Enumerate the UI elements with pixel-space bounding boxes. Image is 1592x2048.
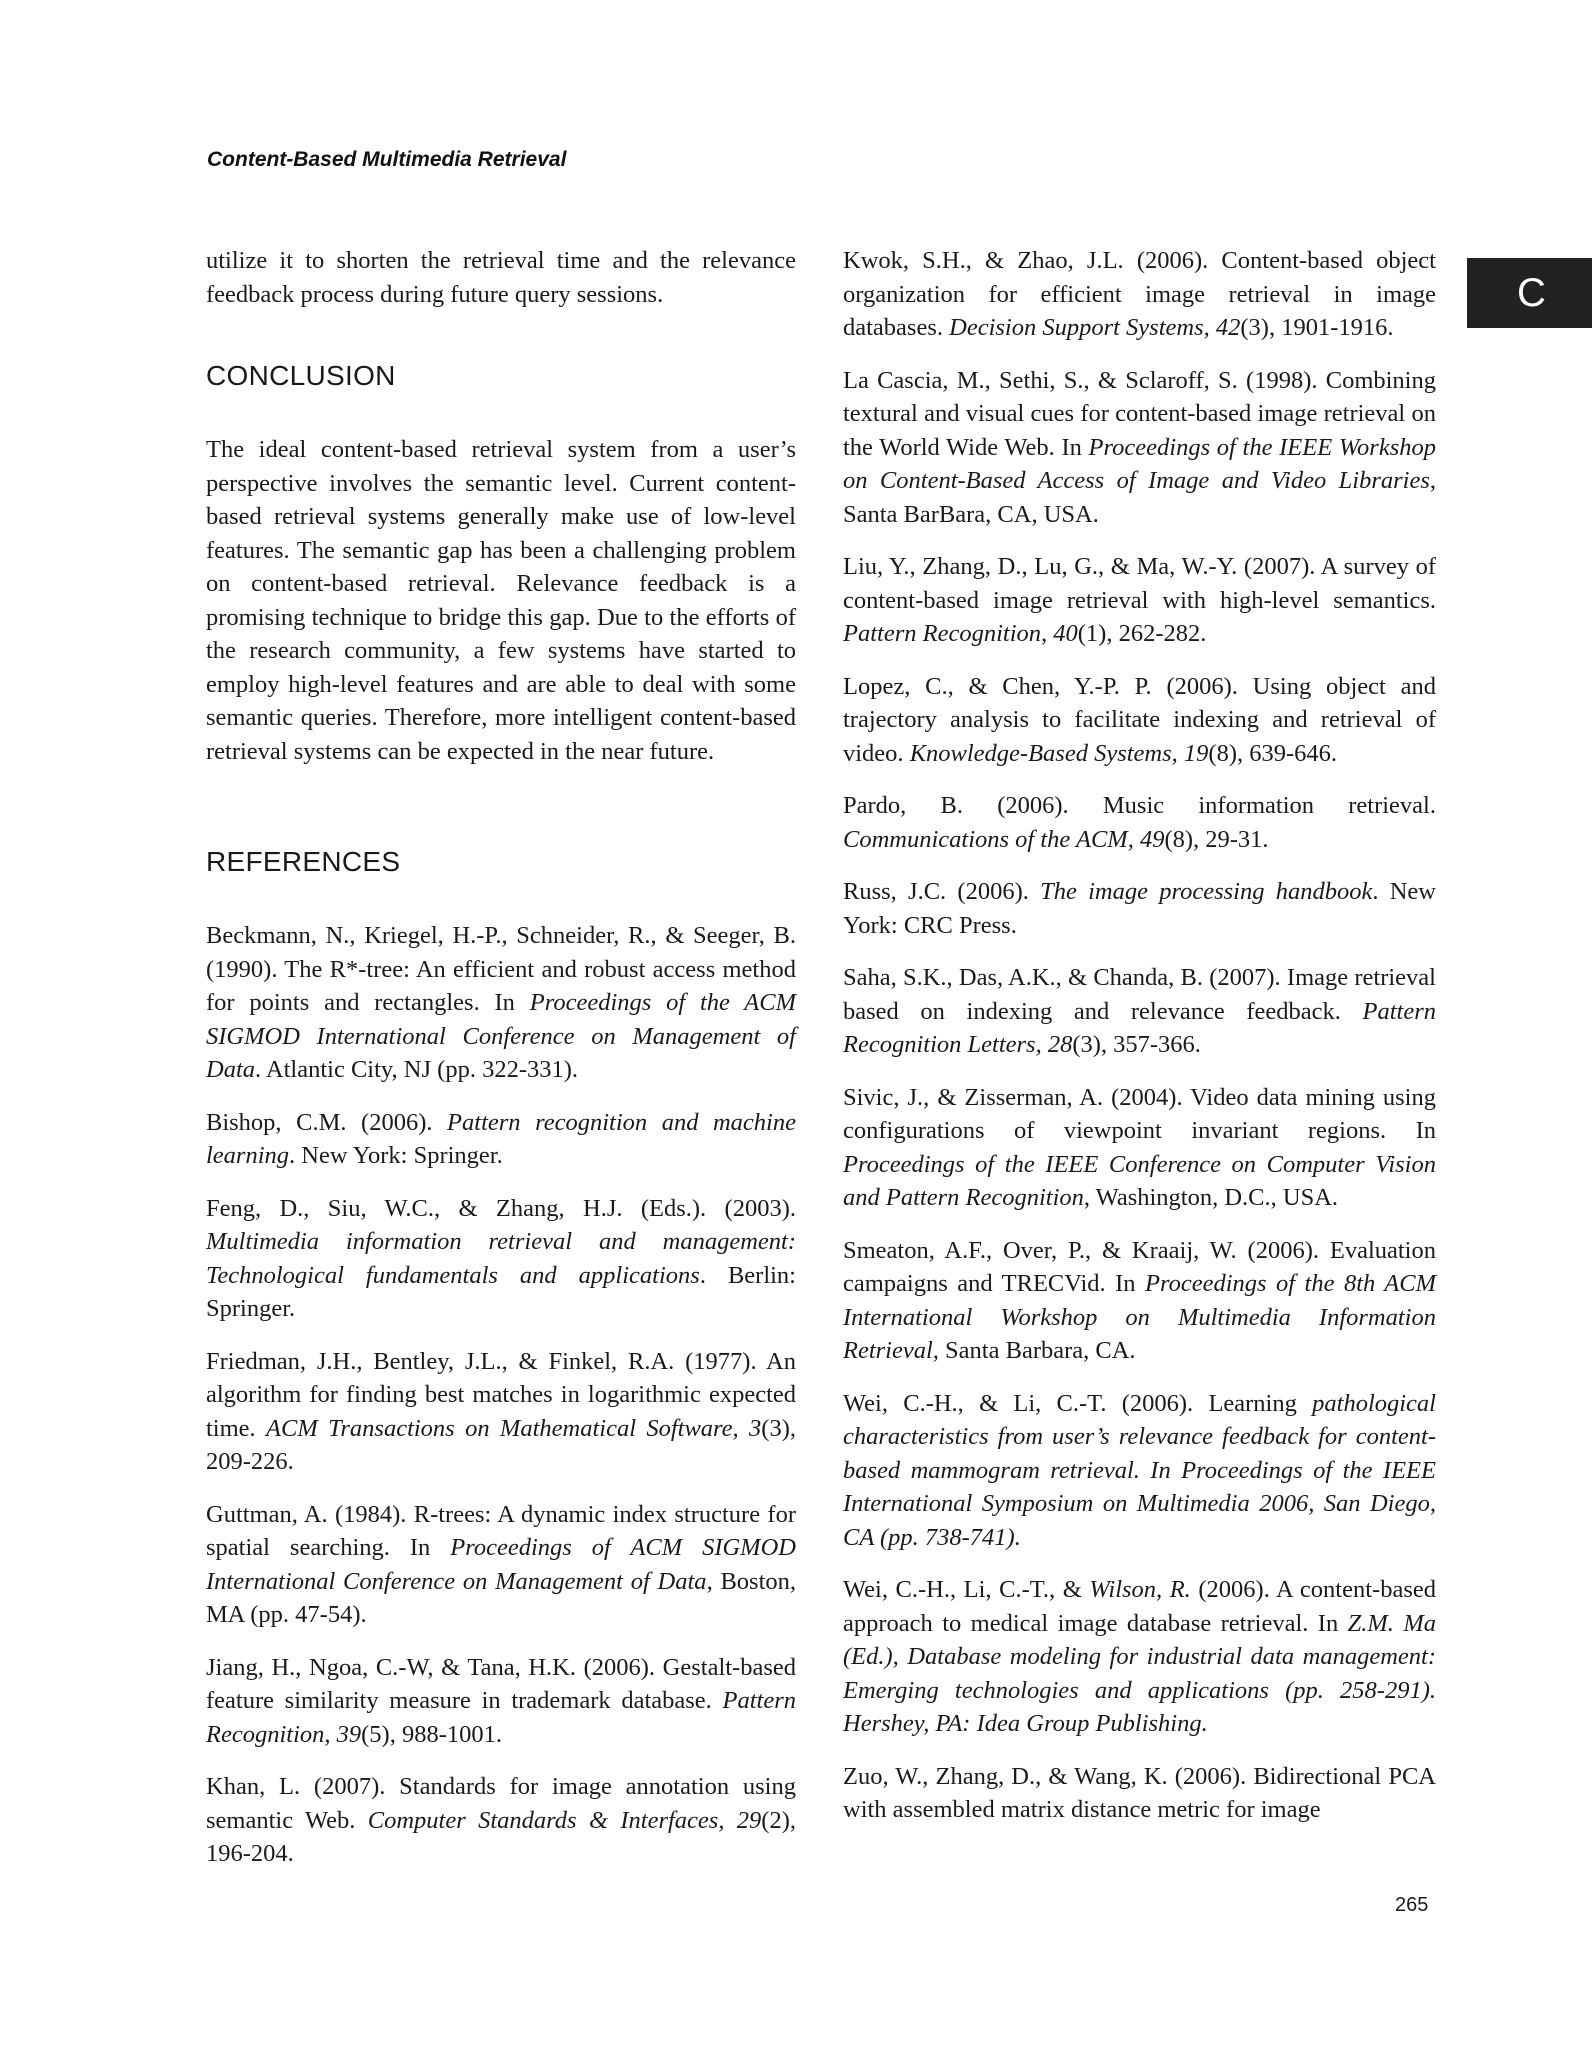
reference-text: . Berlin: Springer.: [206, 1261, 796, 1322]
reference-text: Bishop, C.M. (2006).: [206, 1108, 448, 1136]
reference-text: (5), 988-1001.: [361, 1720, 502, 1748]
reference-text: (8), 29-31.: [1164, 825, 1269, 853]
conclusion-heading: CONCLUSION: [206, 360, 396, 391]
section-tab: C: [1467, 258, 1592, 328]
reference-entry: [206, 919, 796, 1087]
reference-italic: Decision Support Systems, 42: [949, 314, 1241, 341]
reference-text: Kwok, S.H., & Zhao, J.L. (2006). Content-based object organization for efficient image retrieval in image databases.: [843, 247, 1436, 341]
reference-text: La Cascia, M., Sethi, S., & Sclaroff, S. (1998). Combining textural and visual cues for content-based image retrieval on the World Wide Web. In: [843, 366, 1436, 461]
reference-text: (3), 1901-1916.: [1240, 314, 1394, 341]
reference-list-right: [843, 244, 1436, 1827]
reference-entry: [206, 1106, 796, 1173]
reference-entry: [843, 670, 1436, 771]
reference-italic: Proceedings of the 8th ACM International Workshop on Multimedia Information Retrieval,: [843, 1270, 1436, 1364]
reference-text: Pardo, B. (2006). Music information retrieval.: [843, 792, 1436, 819]
intro-paragraph: utilize it to shorten the retrieval time and the relevance feedback process during future query sessions.: [206, 247, 796, 308]
reference-text: Sivic, J., & Zisserman, A. (2004). Video data mining using configurations of viewpoint invariant regions. In: [843, 1083, 1436, 1144]
reference-text: Santa Barbara, CA.: [938, 1337, 1136, 1364]
reference-text: (8), 639-646.: [1208, 739, 1338, 767]
reference-entry: [206, 1651, 796, 1752]
reference-text: (1), 262-282.: [1077, 620, 1207, 647]
reference-italic: Communications of the ACM, 49: [843, 825, 1165, 853]
reference-italic: Computer Standards & Interfaces, 29: [367, 1806, 762, 1834]
reference-italic: Pattern Recognition Letters, 28: [843, 997, 1436, 1058]
reference-entry: [843, 1387, 1436, 1555]
reference-italic: Proceedings of the IEEE Conference on Computer Vision and Pattern Recognition: [843, 1150, 1436, 1211]
reference-list-left: [206, 919, 796, 1871]
reference-italic: Knowledge-Based Systems, 19: [909, 739, 1209, 767]
reference-text: (2), 196-204.: [206, 1806, 796, 1867]
reference-italic: Pattern Recognition, 40: [843, 620, 1078, 647]
left-column: [206, 244, 796, 1890]
reference-text: Khan, L. (2007). Standards for image annotation using semantic Web.: [206, 1773, 796, 1834]
reference-text: , Washington, D.C., USA.: [1083, 1184, 1339, 1211]
reference-italic: Pattern recognition and machine learning: [206, 1108, 796, 1169]
reference-entry: [843, 550, 1436, 651]
reference-italic: The image processing handbook: [1040, 878, 1373, 905]
reference-entry: [843, 789, 1436, 856]
reference-text: Jiang, H., Ngoa, C.-W, & Tana, H.K. (2006). Gestalt-based feature similarity measure in trademark database.: [206, 1653, 796, 1714]
reference-entry: [843, 1760, 1436, 1827]
reference-entry: [843, 1081, 1436, 1215]
reference-text: , Santa BarBara, CA, USA.: [843, 467, 1436, 528]
reference-entry: [843, 875, 1436, 942]
reference-text: Wei, C.-H., & Li, C.-T. (2006). Learning: [843, 1389, 1313, 1417]
reference-text: , Boston, MA (pp. 47-54).: [206, 1567, 797, 1628]
reference-italic: Proceedings of the IEEE Workshop on Content-Based Access of Image and Video Libraries: [843, 433, 1436, 494]
running-title: Content-Based Multimedia Retrieval: [207, 148, 567, 171]
reference-text: (3), 209-226.: [206, 1414, 796, 1475]
reference-text: . Atlantic City, NJ (pp. 322-331).: [255, 1056, 579, 1083]
reference-entry: [843, 1234, 1436, 1368]
reference-italic: pathological characteristics from user’s relevance feedback for content-based mammogram retrieval. In Proceedings of the IEEE International Symposium on Multimedia 2006, San Diego, CA (pp. 738-741).: [843, 1389, 1436, 1551]
reference-entry: [206, 1192, 796, 1326]
page-number: 265: [1395, 1894, 1429, 1916]
reference-text: Guttman, A. (1984). R-trees: A dynamic index structure for spatial searching. In: [206, 1500, 796, 1561]
reference-text: Beckmann, N., Kriegel, H.-P., Schneider, R., & Seeger, B. (1990). The R*-tree: An efficient and robust access method for points and rectangles. In: [206, 922, 796, 1016]
conclusion-paragraph: The ideal content-based retrieval system from a user’s perspective involves the semantic level. Current content-based retrieval systems generally make use of low-level features. The semantic gap has been a challenging problem on content-based retrieval. Relevance feedback is a promising technique to bridge this gap. Due to the efforts of the research community, a few systems have started to employ high-level features and are able to deal with some semantic queries. Therefore, more intelligent content-based retrieval systems can be expected in the near future.: [206, 436, 796, 765]
reference-italic: Z.M. Ma (Ed.), Database modeling for industrial data management: Emerging technologies and applications (pp. 258-291). Hershey, PA: Idea Group Publishing.: [843, 1609, 1436, 1737]
reference-text: . New York: CRC Press.: [843, 878, 1436, 939]
references-heading: REFERENCES: [206, 846, 401, 877]
reference-entry: [206, 1345, 796, 1479]
reference-italic: Pattern Recognition, 39: [206, 1687, 796, 1748]
reference-text: Wei, C.-H., Li, C.-T., &: [843, 1576, 1090, 1603]
reference-text: Zuo, W., Zhang, D., & Wang, K. (2006). Bidirectional PCA with assembled matrix distance metric for image: [843, 1762, 1436, 1823]
right-column: [843, 244, 1436, 1846]
reference-italic: Multimedia information retrieval and management: Technological fundamentals and applications: [206, 1228, 796, 1289]
reference-italic: ACM Transactions on Mathematical Software, 3: [266, 1414, 762, 1442]
reference-text: Friedman, J.H., Bentley, J.L., & Finkel, R.A. (1977). An algorithm for finding best matches in logarithmic expected time.: [206, 1347, 796, 1442]
reference-entry: [843, 961, 1436, 1062]
reference-entry: [843, 364, 1436, 532]
reference-text: (2006). A content-based approach to medical image database retrieval. In: [843, 1576, 1436, 1637]
reference-italic: Proceedings of the ACM SIGMOD International Conference on Management of Data: [206, 989, 796, 1083]
reference-text: Feng, D., Siu, W.C., & Zhang, H.J. (Eds.). (2003).: [206, 1194, 796, 1222]
reference-text: Liu, Y., Zhang, D., Lu, G., & Ma, W.-Y. (2007). A survey of content-based image retrieval with high-level semantics.: [843, 553, 1436, 614]
reference-text: Saha, S.K., Das, A.K., & Chanda, B. (2007). Image retrieval based on indexing and relevance feedback.: [843, 964, 1436, 1025]
reference-text: Lopez, C., & Chen, Y.-P. P. (2006). Using object and trajectory analysis to facilitate indexing and retrieval of video.: [843, 672, 1436, 767]
reference-text: . New York: Springer.: [289, 1142, 503, 1169]
reference-text: Russ, J.C. (2006).: [843, 878, 1041, 905]
reference-entry: [206, 1498, 796, 1632]
reference-italic: Proceedings of ACM SIGMOD International Conference on Management of Data: [206, 1534, 796, 1595]
reference-entry: [206, 1770, 796, 1871]
reference-italic: Wilson, R.: [1089, 1576, 1191, 1603]
reference-entry: [843, 1573, 1436, 1741]
reference-text: (3), 357-366.: [1072, 1031, 1201, 1058]
reference-text: Smeaton, A.F., Over, P., & Kraaij, W. (2006). Evaluation campaigns and TRECVid. In: [843, 1236, 1436, 1297]
reference-entry: [843, 244, 1436, 345]
